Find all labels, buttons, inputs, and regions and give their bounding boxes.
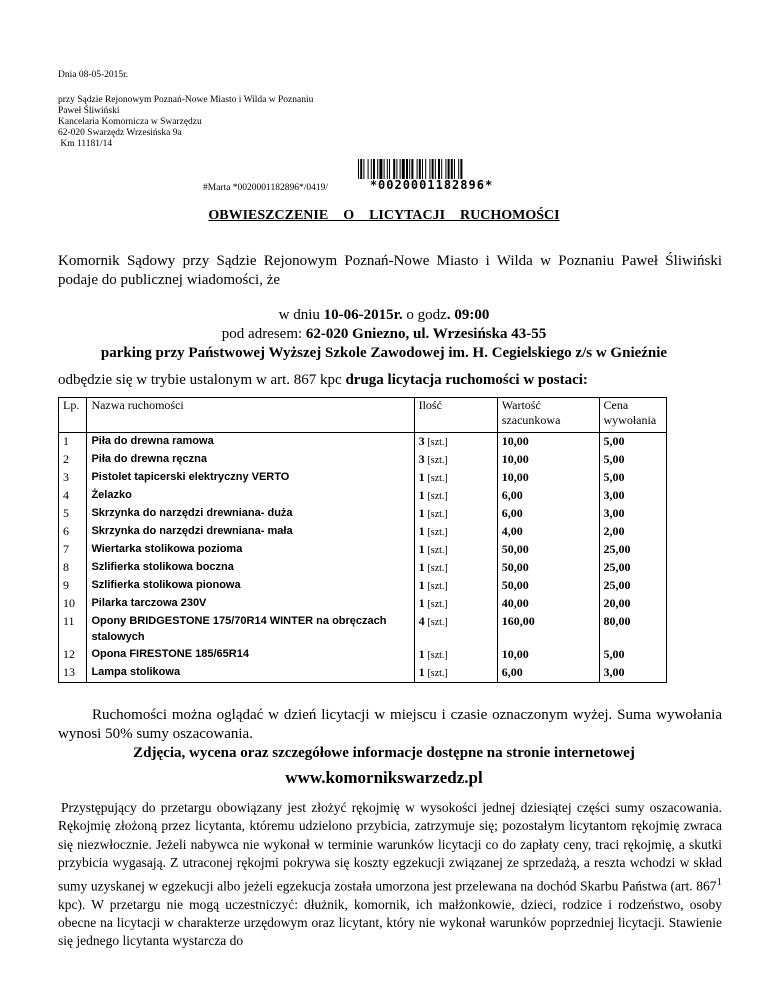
row-qty-unit: [szt.] bbox=[427, 455, 448, 466]
row-lp: 3 bbox=[59, 469, 87, 487]
row-qty-value: 1 bbox=[418, 647, 425, 661]
row-name: Żelazko bbox=[87, 487, 414, 505]
row-price: 20,00 bbox=[599, 595, 667, 613]
row-qty-value: 1 bbox=[418, 665, 425, 679]
row-value: 6,00 bbox=[497, 487, 599, 505]
row-name: Piła do drewna ramowa bbox=[87, 433, 414, 452]
row-qty-unit: [szt.] bbox=[427, 668, 448, 679]
row-qty-value: 1 bbox=[418, 488, 425, 502]
row-qty bbox=[414, 646, 497, 664]
row-qty-unit: [szt.] bbox=[427, 527, 448, 538]
row-qty bbox=[414, 469, 497, 487]
row-value: 6,00 bbox=[497, 664, 599, 683]
reference-code: #Marta *0020001182896*/0419/ bbox=[203, 183, 328, 193]
row-qty bbox=[414, 523, 497, 541]
row-value: 10,00 bbox=[497, 469, 599, 487]
row-name: Szlifierka stolikowa boczna bbox=[87, 559, 414, 577]
row-qty-value: 1 bbox=[418, 542, 425, 556]
intro-paragraph: Komornik Sądowy przy Sądzie Rejonowym Poznań-Nowe Miasto i Wilda w Poznaniu Paweł Śliwiński podaje do publicznej wiadomości, że bbox=[58, 253, 722, 288]
table-row bbox=[59, 664, 667, 683]
office-line: Kancelaria Komornicza w Swarzędzu bbox=[58, 117, 202, 127]
table-row bbox=[59, 646, 667, 664]
row-qty-unit: [szt.] bbox=[427, 473, 448, 484]
row-price: 5,00 bbox=[599, 469, 667, 487]
row-qty-unit: [szt.] bbox=[427, 563, 448, 574]
table-row bbox=[59, 577, 667, 595]
table-row bbox=[59, 433, 667, 452]
row-name: Opona FIRESTONE 185/65R14 bbox=[87, 646, 414, 664]
table-row bbox=[59, 469, 667, 487]
bailiff-name: Paweł Śliwiński bbox=[58, 106, 120, 116]
row-value: 50,00 bbox=[497, 577, 599, 595]
terms-paragraph: Przystępujący do przetargu obowiązany jest złożyć rękojmię w wysokości jednej dziesiątej części sumy oszacowania. Rękojmię złożoną przez licytanta, któremu udzielono przybicia, zatrzymuje się; pozostałym licytantom rękojmię zwraca się niezwłocznie. Jeżeli nabywca nie wykonał w terminie warunków licytacji co do zapłaty ceny, traci rękojmię, a skutki przybicia wygasają. Z utraconej rękojmi pokrywa się koszty egzekucji związanej ze sprzedażą, a reszta wchodzi w skład sumy uzyskanej w egzekucji albo jeżeli egzekucja została umorzona jest przelewana na dochód Skarbu Państwa (art. $867^1$ kpc). W przetargu nie mogą uczestniczyć: dłużnik, komornik, ich małżonkowie, dzieci, rodzice i rodzeństwo, osoby obecne na licytacji w charakterze urzędowym oraz licytant, który nie wykonał warunków poprzedniej licytacji. Stawienie się jednego licytanta wystarcza do bbox=[58, 800, 722, 949]
row-price: 5,00 bbox=[599, 451, 667, 469]
row-value: 10,00 bbox=[497, 451, 599, 469]
row-qty bbox=[414, 559, 497, 577]
table-row bbox=[59, 487, 667, 505]
row-price: 2,00 bbox=[599, 523, 667, 541]
auction-address-line: pod adresem: 62-020 Gniezno, ul. Wrzesińska 43-55 bbox=[221, 326, 547, 342]
row-value: 10,00 bbox=[497, 433, 599, 452]
header-price: Cena wywołania bbox=[599, 398, 667, 433]
row-lp: 7 bbox=[59, 541, 87, 559]
row-qty bbox=[414, 505, 497, 523]
row-lp: 10 bbox=[59, 595, 87, 613]
table-header-row bbox=[59, 398, 667, 433]
row-qty-unit: [szt.] bbox=[427, 545, 448, 556]
row-qty-unit: [szt.] bbox=[427, 599, 448, 610]
case-ref: Km 11181/14 bbox=[58, 139, 113, 149]
row-name: Pilarka tarczowa 230V bbox=[87, 595, 414, 613]
row-price: 3,00 bbox=[599, 664, 667, 683]
row-qty-value: 1 bbox=[418, 596, 425, 610]
row-value: 6,00 bbox=[497, 505, 599, 523]
row-qty bbox=[414, 577, 497, 595]
auction-time: . 09:00 bbox=[446, 307, 490, 323]
barcode-text: *0020001182896* bbox=[358, 179, 505, 192]
row-value: 4,00 bbox=[497, 523, 599, 541]
row-qty-unit: [szt.] bbox=[427, 509, 448, 520]
row-lp: 8 bbox=[59, 559, 87, 577]
row-value: 50,00 bbox=[497, 541, 599, 559]
row-qty bbox=[414, 541, 497, 559]
row-lp: 4 bbox=[59, 487, 87, 505]
row-lp: 2 bbox=[59, 451, 87, 469]
table-row bbox=[59, 559, 667, 577]
row-lp: 11 bbox=[59, 613, 87, 646]
table-row bbox=[59, 505, 667, 523]
row-name: Pistolet tapicerski elektryczny VERTO bbox=[87, 469, 414, 487]
row-qty-value: 1 bbox=[418, 524, 425, 538]
row-name: Wiertarka stolikowa pozioma bbox=[87, 541, 414, 559]
address-line: 62-020 Swarzędz Wrzesińska 9a bbox=[58, 128, 182, 138]
row-price: 3,00 bbox=[599, 505, 667, 523]
header-block bbox=[58, 70, 313, 150]
row-value: 50,00 bbox=[497, 559, 599, 577]
row-qty-value: 1 bbox=[418, 560, 425, 574]
row-value: 10,00 bbox=[497, 646, 599, 664]
auction-address: 62-020 Gniezno, ul. Wrzesińska 43-55 bbox=[305, 326, 547, 342]
row-qty bbox=[414, 595, 497, 613]
table-row bbox=[59, 451, 667, 469]
row-price: 25,00 bbox=[599, 541, 667, 559]
date-line: Dnia 08-05-2015r. bbox=[58, 70, 129, 80]
row-lp: 6 bbox=[59, 523, 87, 541]
row-name: Skrzynka do narzędzi drewniana- duża bbox=[87, 505, 414, 523]
row-qty bbox=[414, 613, 497, 646]
website-link[interactable]: www.komornikswarzedz.pl bbox=[285, 768, 483, 787]
row-name: Szlifierka stolikowa pionowa bbox=[87, 577, 414, 595]
row-name: Skrzynka do narzędzi drewniana- mała bbox=[87, 523, 414, 541]
viewing-note: Ruchomości można oglądać w dzień licytacji w miejscu i czasie oznaczonym wyżej. Suma wywołania wynosi 50% sumy oszacowania. bbox=[58, 707, 722, 742]
auction-date: 10-06-2015r. bbox=[323, 307, 403, 323]
header-qty: Ilość bbox=[414, 398, 497, 433]
row-qty-value: 3 bbox=[418, 434, 425, 448]
row-lp: 9 bbox=[59, 577, 87, 595]
auction-mode-line: odbędzie się w trybie ustalonym w art. 867 kpc druga licytacja ruchomości w postaci: bbox=[58, 372, 588, 388]
table-row bbox=[59, 613, 667, 646]
items-table bbox=[58, 397, 667, 683]
auction-details bbox=[0, 306, 768, 363]
court-line: przy Sądzie Rejonowym Poznań-Nowe Miasto i Wilda w Poznaniu bbox=[58, 95, 314, 105]
page-title: OBWIESZCZENIE O LICYTACJI RUCHOMOŚCI bbox=[208, 208, 560, 223]
row-qty-unit: [szt.] bbox=[427, 650, 448, 661]
row-price: 5,00 bbox=[599, 433, 667, 452]
row-lp: 5 bbox=[59, 505, 87, 523]
table-row bbox=[59, 595, 667, 613]
header-name: Nazwa ruchomości bbox=[87, 398, 414, 433]
row-value: 40,00 bbox=[497, 595, 599, 613]
row-qty-value: 1 bbox=[418, 578, 425, 592]
row-price: 25,00 bbox=[599, 559, 667, 577]
row-name: Lampa stolikowa bbox=[87, 664, 414, 683]
row-name: Piła do drewna ręczna bbox=[87, 451, 414, 469]
row-price: 3,00 bbox=[599, 487, 667, 505]
row-qty-value: 1 bbox=[418, 506, 425, 520]
row-qty-unit: [szt.] bbox=[427, 617, 448, 628]
photos-note: Zdjęcia, wycena oraz szczegółowe informacje dostępne na stronie internetowej bbox=[133, 745, 635, 761]
auction-location: parking przy Państwowej Wyższej Szkole Zawodowej im. H. Cegielskiego z/s w Gnieźnie bbox=[100, 345, 668, 361]
header-value: Wartość szacunkowa bbox=[497, 398, 599, 433]
row-qty bbox=[414, 664, 497, 683]
row-value: 160,00 bbox=[497, 613, 599, 646]
auction-date-line: w dniu 10-06-2015r. o godz. 09:00 bbox=[278, 307, 490, 323]
row-qty-unit: [szt.] bbox=[427, 491, 448, 502]
row-qty-value: 1 bbox=[418, 470, 425, 484]
items-table-body bbox=[59, 433, 667, 683]
row-qty-value: 4 bbox=[418, 614, 425, 628]
row-qty-value: 3 bbox=[418, 452, 425, 466]
row-qty-unit: [szt.] bbox=[427, 437, 448, 448]
row-lp: 13 bbox=[59, 664, 87, 683]
row-price: 25,00 bbox=[599, 577, 667, 595]
row-qty bbox=[414, 487, 497, 505]
row-lp: 1 bbox=[59, 433, 87, 452]
row-price: 5,00 bbox=[599, 646, 667, 664]
row-price: 80,00 bbox=[599, 613, 667, 646]
header-lp: Lp. bbox=[59, 398, 87, 433]
row-qty bbox=[414, 433, 497, 452]
row-qty bbox=[414, 451, 497, 469]
row-lp: 12 bbox=[59, 646, 87, 664]
table-row bbox=[59, 523, 667, 541]
row-qty-unit: [szt.] bbox=[427, 581, 448, 592]
row-name: Opony BRIDGESTONE 175/70R14 WINTER na obręczach stalowych bbox=[87, 613, 414, 646]
table-row bbox=[59, 541, 667, 559]
